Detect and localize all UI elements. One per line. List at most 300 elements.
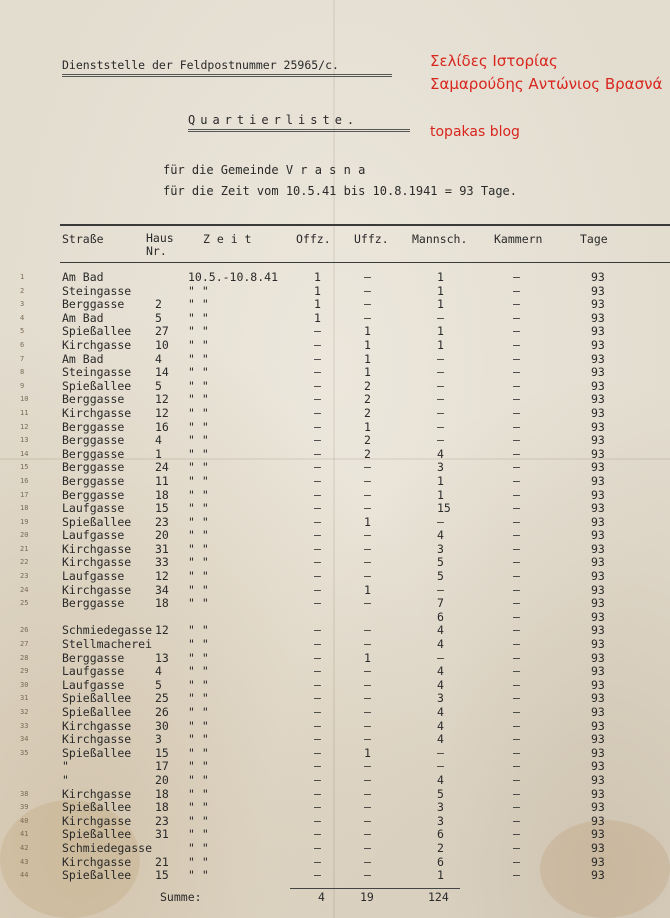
offz-cell: – [314, 460, 321, 475]
house-number-cell: 5 [155, 677, 162, 692]
kammern-cell: – [513, 405, 520, 420]
uffz-cell: 2 [364, 446, 371, 461]
kammern-cell: – [513, 596, 520, 611]
kammern-cell: – [513, 772, 520, 787]
house-number-cell: 5 [155, 378, 162, 393]
house-number-cell: 12 [155, 405, 169, 420]
tage-cell: 93 [591, 705, 605, 719]
row-number: 1 [20, 273, 25, 281]
kammern-cell: – [513, 582, 520, 597]
subtitle-period: für die Zeit vom 10.5.41 bis 10.8.1941 = 93 Tage. [163, 184, 518, 198]
street-cell: Laufgasse [62, 501, 125, 516]
col-header-uffz: Uffz. [354, 232, 389, 246]
tage-cell: 93 [591, 337, 605, 352]
table-row [0, 815, 670, 829]
row-number: 19 [20, 517, 29, 526]
house-number-cell: 33 [155, 555, 169, 570]
row-number: 31 [20, 694, 29, 703]
offz-cell: – [314, 596, 321, 611]
house-number-cell: 31 [155, 827, 169, 842]
uffz-cell: 2 [364, 433, 371, 448]
tage-cell: 93 [591, 297, 605, 312]
kammern-cell: – [513, 705, 520, 719]
period-cell: " " [188, 541, 209, 556]
table-row [0, 366, 670, 380]
period-cell: " " [188, 596, 209, 611]
offz-cell: – [314, 827, 321, 842]
row-number: 16 [20, 476, 29, 485]
offz-cell: – [314, 772, 321, 787]
row-number: 43 [20, 857, 29, 866]
period-cell: " " [188, 433, 209, 448]
street-cell: Laufgasse [62, 528, 125, 543]
uffz-cell: – [364, 664, 371, 679]
row-number: 30 [20, 680, 29, 689]
table-row [0, 638, 670, 652]
street-cell: Stellmacherei [62, 637, 153, 652]
summe-uffz: 19 [360, 890, 374, 904]
period-cell: " " [188, 528, 209, 543]
table-row [0, 556, 670, 570]
street-cell: Berggasse [62, 487, 125, 502]
row-number: 32 [20, 708, 29, 716]
uffz-cell: – [364, 732, 371, 747]
uffz-cell: – [364, 270, 371, 284]
street-cell: Berggasse [62, 473, 125, 488]
offz-cell: 1 [314, 283, 321, 298]
mannsch-cell: 3 [437, 800, 444, 815]
kammern-cell: – [513, 297, 520, 312]
kammern-cell: – [513, 283, 520, 298]
table-row [0, 584, 670, 598]
table-top-rule [60, 224, 670, 226]
offz-cell: – [314, 868, 321, 883]
house-number-cell: 21 [155, 854, 169, 869]
tage-cell: 93 [591, 283, 605, 298]
table-row [0, 760, 670, 774]
kammern-cell: – [513, 487, 520, 502]
period-cell: " " [188, 310, 209, 325]
kammern-cell: – [513, 800, 520, 815]
uffz-cell: – [364, 718, 371, 733]
table-row [0, 516, 670, 530]
table-row [0, 706, 670, 720]
house-number-cell: 15 [155, 501, 169, 516]
table-row [0, 665, 670, 679]
row-number: 13 [20, 436, 29, 445]
period-cell: " " [188, 405, 209, 420]
period-cell: " " [188, 582, 209, 597]
table-row [0, 842, 670, 856]
uffz-cell: – [364, 827, 371, 842]
house-number-cell: 5 [155, 310, 162, 325]
mannsch-cell: – [437, 392, 444, 407]
tage-cell: 93 [591, 623, 605, 638]
mannsch-cell: 6 [437, 827, 444, 842]
period-cell: " " [188, 800, 209, 815]
kammern-cell: – [513, 501, 520, 516]
offz-cell: – [314, 732, 321, 747]
street-cell: Berggasse [62, 297, 125, 312]
tage-cell: 93 [591, 473, 605, 488]
tage-cell: 93 [591, 365, 605, 380]
watermark-line-2: Σαμαρούδης Αντώνιος Βρασνά [430, 75, 663, 93]
uffz-cell: – [364, 854, 371, 869]
tage-cell: 93 [591, 827, 605, 842]
house-number-cell: 12 [155, 392, 169, 407]
mannsch-cell: – [437, 433, 444, 448]
offz-cell: – [314, 446, 321, 461]
street-cell: " [62, 772, 69, 787]
row-number: 14 [20, 449, 29, 458]
mannsch-cell: 4 [437, 446, 444, 461]
house-number-cell: 3 [155, 732, 162, 747]
street-cell: Kirchgasse [62, 718, 132, 733]
table-row [0, 652, 670, 666]
tage-cell: 93 [591, 392, 605, 407]
period-cell: " " [188, 650, 209, 665]
kammern-cell: – [513, 745, 520, 760]
unit-heading: Dienststelle der Feldpostnummer 25965/c. [62, 58, 339, 72]
street-cell: Laufgasse [62, 569, 125, 584]
mannsch-cell: – [437, 351, 444, 366]
mannsch-cell: 2 [437, 840, 444, 855]
uffz-cell: 2 [364, 405, 371, 420]
tage-cell: 93 [591, 772, 605, 787]
street-cell: Spießallee [62, 868, 132, 883]
tage-cell: 93 [591, 596, 605, 611]
uffz-cell: 1 [364, 365, 371, 380]
period-cell: " " [188, 759, 209, 774]
tage-cell: 93 [591, 650, 605, 665]
row-number: 26 [20, 626, 29, 635]
street-cell: Laufgasse [62, 677, 125, 692]
period-cell: " " [188, 813, 209, 828]
uffz-cell: – [364, 310, 371, 325]
period-cell: " " [188, 786, 209, 801]
house-number-cell: 23 [155, 813, 169, 828]
row-number: 29 [20, 667, 29, 676]
kammern-cell: – [513, 623, 520, 638]
table-row [0, 747, 670, 761]
row-number: 23 [20, 572, 29, 581]
kammern-cell: – [513, 514, 520, 529]
offz-cell: 1 [314, 270, 321, 284]
heading-underline [62, 74, 392, 77]
kammern-cell: – [513, 813, 520, 828]
street-cell: Berggasse [62, 433, 125, 448]
tage-cell: 93 [591, 854, 605, 869]
table-row [0, 421, 670, 435]
offz-cell: – [314, 745, 321, 760]
tage-cell: 93 [591, 555, 605, 570]
table-row [0, 475, 670, 489]
kammern-cell: – [513, 419, 520, 434]
period-cell: " " [188, 772, 209, 787]
tage-cell: 93 [591, 868, 605, 883]
kammern-cell: – [513, 691, 520, 706]
tage-cell: 93 [591, 419, 605, 434]
col-header-tage: Tage [580, 232, 608, 246]
house-number-cell: 26 [155, 705, 169, 719]
kammern-cell: – [513, 392, 520, 407]
table-row [0, 271, 670, 285]
street-cell: Berggasse [62, 446, 125, 461]
kammern-cell: – [513, 786, 520, 801]
row-number: 5 [20, 327, 25, 336]
kammern-cell: – [513, 555, 520, 570]
row-number: 2 [20, 286, 25, 295]
uffz-cell: 1 [364, 745, 371, 760]
period-cell: " " [188, 664, 209, 679]
mannsch-cell: 3 [437, 691, 444, 706]
uffz-cell: 2 [364, 378, 371, 393]
tage-cell: 93 [591, 582, 605, 597]
tage-cell: 93 [591, 609, 605, 624]
mannsch-cell: 6 [437, 609, 444, 624]
table-row [0, 624, 670, 638]
offz-cell: – [314, 800, 321, 815]
street-cell: Kirchgasse [62, 541, 132, 556]
table-row [0, 720, 670, 734]
kammern-cell: – [513, 324, 520, 339]
period-cell: " " [188, 623, 209, 638]
offz-cell: – [314, 786, 321, 801]
tage-cell: 93 [591, 800, 605, 815]
offz-cell: – [314, 337, 321, 352]
offz-cell: – [314, 419, 321, 434]
uffz-cell: 1 [364, 419, 371, 434]
house-number-cell: 24 [155, 460, 169, 475]
mannsch-cell: 4 [437, 705, 444, 719]
offz-cell: – [314, 650, 321, 665]
mannsch-cell: 15 [437, 501, 451, 516]
mannsch-cell: 3 [437, 813, 444, 828]
row-number: 38 [20, 789, 29, 798]
mannsch-cell: 1 [437, 868, 444, 883]
house-number-cell: 18 [155, 596, 169, 611]
col-header-kammern: Kammern [494, 232, 543, 246]
kammern-cell: – [513, 270, 520, 284]
kammern-cell: – [513, 378, 520, 393]
uffz-cell: 2 [364, 392, 371, 407]
uffz-cell: 1 [364, 514, 371, 529]
street-cell: Berggasse [62, 392, 125, 407]
house-number-cell: 27 [155, 324, 169, 339]
mannsch-cell: 1 [437, 324, 444, 339]
street-cell: Kirchgasse [62, 555, 132, 570]
tage-cell: 93 [591, 324, 605, 339]
row-number: 9 [20, 381, 25, 390]
tage-cell: 93 [591, 732, 605, 747]
street-cell: " [62, 759, 69, 774]
table-row [0, 339, 670, 353]
tage-cell: 93 [591, 487, 605, 502]
offz-cell: – [314, 718, 321, 733]
mannsch-cell: 7 [437, 596, 444, 611]
offz-cell: – [314, 501, 321, 516]
house-number-cell: 11 [155, 473, 169, 488]
uffz-cell: 1 [364, 351, 371, 366]
summe-label: Summe: [160, 890, 202, 904]
row-number: 7 [20, 354, 25, 363]
offz-cell: – [314, 514, 321, 529]
uffz-cell: – [364, 473, 371, 488]
row-number: 15 [20, 463, 29, 472]
kammern-cell: – [513, 351, 520, 366]
offz-cell: – [314, 705, 321, 719]
table-row [0, 529, 670, 543]
kammern-cell: – [513, 365, 520, 380]
mannsch-cell: 1 [437, 487, 444, 502]
tage-cell: 93 [591, 433, 605, 448]
table-row [0, 828, 670, 842]
uffz-cell: 1 [364, 324, 371, 339]
row-number: 20 [20, 531, 29, 540]
kammern-cell: – [513, 650, 520, 665]
summe-mannsch: 124 [428, 890, 449, 904]
row-number: 4 [20, 313, 25, 322]
tage-cell: 93 [591, 514, 605, 529]
street-cell: Kirchgasse [62, 786, 132, 801]
row-number: 27 [20, 640, 29, 649]
offz-cell: – [314, 582, 321, 597]
summe-rule [290, 888, 460, 889]
kammern-cell: – [513, 569, 520, 584]
period-cell: " " [188, 419, 209, 434]
street-cell: Spießallee [62, 705, 132, 719]
house-number-cell: 10 [155, 337, 169, 352]
table-row [0, 285, 670, 299]
offz-cell: – [314, 854, 321, 869]
period-cell: " " [188, 351, 209, 366]
offz-cell: – [314, 473, 321, 488]
period-cell: " " [188, 378, 209, 393]
uffz-cell: – [364, 528, 371, 543]
table-row [0, 502, 670, 516]
mannsch-cell: 5 [437, 555, 444, 570]
house-number-cell: 16 [155, 419, 169, 434]
table-row [0, 312, 670, 326]
street-cell: Kirchgasse [62, 582, 132, 597]
row-number: 28 [20, 653, 29, 662]
row-number: 10 [20, 395, 29, 404]
period-cell: " " [188, 705, 209, 719]
house-number-cell: 4 [155, 664, 162, 679]
street-cell: Kirchgasse [62, 854, 132, 869]
period-cell: " " [188, 691, 209, 706]
mannsch-cell: 1 [437, 473, 444, 488]
offz-cell: – [314, 677, 321, 692]
tage-cell: 93 [591, 664, 605, 679]
period-cell: " " [188, 460, 209, 475]
kammern-cell: – [513, 840, 520, 855]
street-cell: Steingasse [62, 365, 132, 380]
tage-cell: 93 [591, 718, 605, 733]
kammern-cell: – [513, 609, 520, 624]
house-number-cell: 2 [155, 297, 162, 312]
house-number-cell: 31 [155, 541, 169, 556]
street-cell: Spießallee [62, 691, 132, 706]
uffz-cell: 1 [364, 650, 371, 665]
table-row [0, 353, 670, 367]
uffz-cell: – [364, 637, 371, 652]
period-cell: " " [188, 487, 209, 502]
period-cell: " " [188, 283, 209, 298]
mannsch-cell: 1 [437, 270, 444, 284]
offz-cell: – [314, 569, 321, 584]
street-cell: Spießallee [62, 514, 132, 529]
col-header-strasse: Straße [62, 232, 104, 246]
offz-cell: – [314, 691, 321, 706]
street-cell: Schmiedegasse [62, 840, 153, 855]
row-number: 35 [20, 748, 29, 757]
street-cell: Am Bad [62, 310, 104, 325]
tage-cell: 93 [591, 446, 605, 461]
mannsch-cell: 3 [437, 541, 444, 556]
tage-cell: 93 [591, 813, 605, 828]
house-number-cell: 15 [155, 745, 169, 760]
title-underline [188, 129, 410, 132]
table-row [0, 407, 670, 421]
row-number: 33 [20, 721, 29, 730]
uffz-cell: – [364, 541, 371, 556]
uffz-cell: – [364, 691, 371, 706]
tage-cell: 93 [591, 501, 605, 516]
kammern-cell: – [513, 677, 520, 692]
row-number: 42 [20, 843, 29, 852]
watermark-line-1: Σελίδες Ιστορίας [430, 52, 558, 70]
tage-cell: 93 [591, 840, 605, 855]
tage-cell: 93 [591, 378, 605, 393]
mannsch-cell: – [437, 419, 444, 434]
tage-cell: 93 [591, 786, 605, 801]
mannsch-cell: 6 [437, 854, 444, 869]
row-number: 8 [20, 368, 25, 377]
street-cell: Spießallee [62, 378, 132, 393]
mannsch-cell: 5 [437, 786, 444, 801]
uffz-cell: – [364, 800, 371, 815]
period-cell: " " [188, 840, 209, 855]
mannsch-cell: – [437, 759, 444, 774]
mannsch-cell: 4 [437, 528, 444, 543]
tage-cell: 93 [591, 541, 605, 556]
house-number-cell: 15 [155, 868, 169, 883]
mannsch-cell: 4 [437, 664, 444, 679]
house-number-cell: 13 [155, 650, 169, 665]
offz-cell: – [314, 378, 321, 393]
period-cell: " " [188, 446, 209, 461]
mannsch-cell: 1 [437, 283, 444, 298]
kammern-cell: – [513, 446, 520, 461]
offz-cell: – [314, 555, 321, 570]
mannsch-cell: 4 [437, 637, 444, 652]
street-cell: Spießallee [62, 800, 132, 815]
mannsch-cell: – [437, 365, 444, 380]
tage-cell: 93 [591, 310, 605, 325]
street-cell: Berggasse [62, 419, 125, 434]
offz-cell: – [314, 840, 321, 855]
street-cell: Schmiedegasse [62, 623, 153, 638]
period-cell: " " [188, 514, 209, 529]
uffz-cell: – [364, 786, 371, 801]
uffz-cell: – [364, 555, 371, 570]
mannsch-cell: 1 [437, 297, 444, 312]
table-row [0, 774, 670, 788]
offz-cell: – [314, 759, 321, 774]
street-cell: Kirchgasse [62, 813, 132, 828]
table-row [0, 298, 670, 312]
